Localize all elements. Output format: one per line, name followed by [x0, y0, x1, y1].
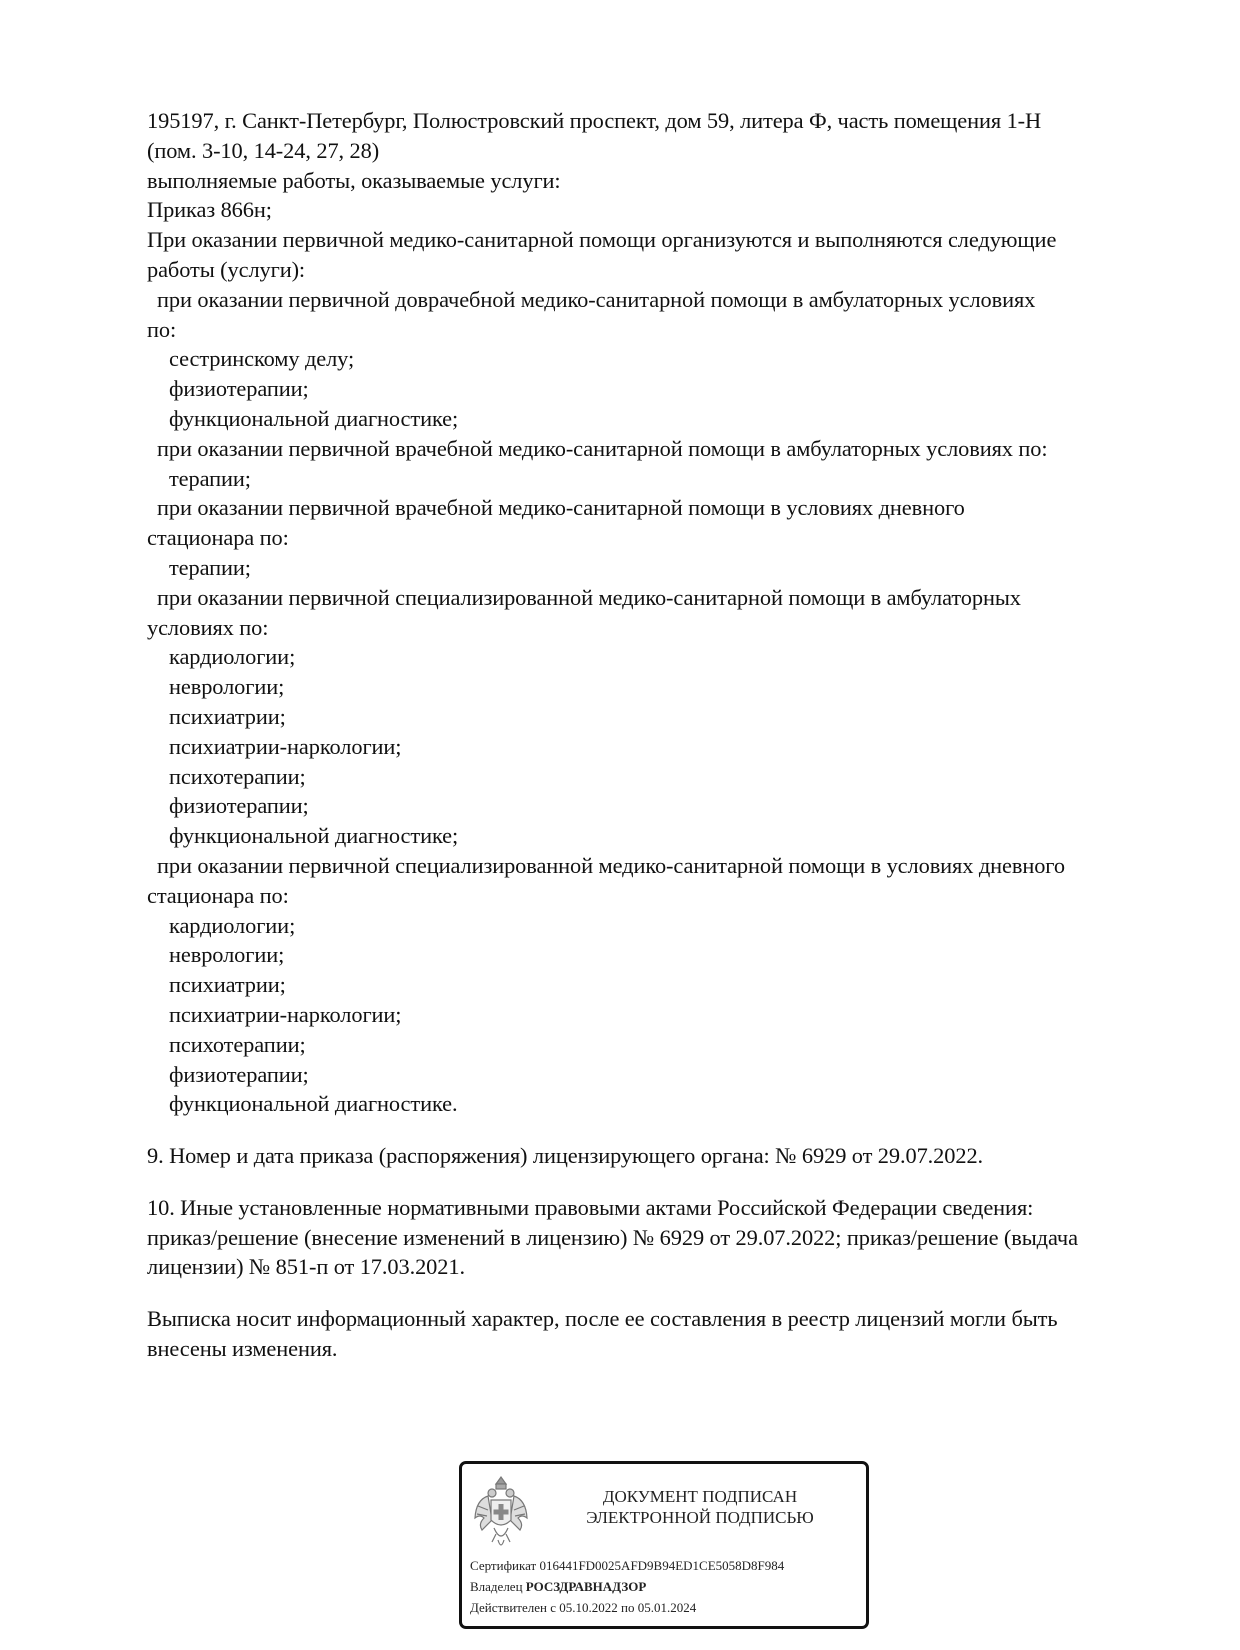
list-item: кардиологии;	[169, 912, 296, 938]
validity-value: с 05.10.2022 по 05.01.2024	[550, 1600, 697, 1615]
stamp-info	[470, 1555, 784, 1618]
list-item: кардиологии;	[169, 644, 296, 670]
owner-row	[470, 1576, 784, 1597]
address-line-2: (пом. 3-10, 14-24, 27, 28)	[147, 137, 380, 163]
item-10-line: 10. Иные установленные нормативными правовыми актами Российской Федерации сведения:	[147, 1194, 1034, 1220]
section-heading-cont: стационара по:	[147, 525, 289, 551]
certificate-value: 016441FD0025AFD9B94ED1CE5058D8F984	[539, 1558, 785, 1573]
section-heading: при оказании первичной доврачебной медико-санитарной помощи в амбулаторных условиях	[157, 286, 1036, 312]
owner-value: РОСЗДРАВНАДЗОР	[525, 1579, 647, 1594]
item-10-line: приказ/решение (внесение изменений в лицензию) № 6929 от 29.07.2022; приказ/решение (выдача	[147, 1224, 1078, 1250]
validity-label: Действителен	[470, 1600, 547, 1615]
list-item: психиатрии-наркологии;	[169, 1001, 402, 1027]
document-body	[147, 106, 1177, 1364]
works-label: выполняемые работы, оказываемые услуги:	[147, 167, 561, 193]
disclaimer-line: Выписка носит информационный характер, после ее составления в реестр лицензий могли быть	[147, 1306, 1058, 1332]
section-heading: при оказании первичной врачебной медико-санитарной помощи в амбулаторных условиях по:	[157, 435, 1048, 461]
item-10-line: лицензии) № 851-п от 17.03.2021.	[147, 1254, 465, 1280]
validity-row	[470, 1597, 784, 1618]
section-heading-cont: условиях по:	[147, 614, 269, 640]
list-item: психотерапии;	[169, 1031, 306, 1057]
section-heading-cont: по:	[147, 316, 177, 342]
address-line-1: 195197, г. Санкт-Петербург, Полюстровский проспект, дом 59, литера Ф, часть помещения 1-Н	[147, 108, 1042, 133]
list-item: неврологии;	[169, 942, 285, 968]
section-heading: при оказании первичной врачебной медико-санитарной помощи в условиях дневного	[157, 495, 965, 521]
intro-line-1: При оказании первичной медико-санитарной помощи организуются и выполняются следующие	[147, 227, 1057, 253]
certificate-row	[470, 1555, 784, 1576]
list-item: терапии;	[169, 465, 251, 491]
list-item: психиатрии;	[169, 703, 286, 729]
section-heading-cont: стационара по:	[147, 882, 289, 908]
intro-line-2: работы (услуги):	[147, 256, 306, 282]
list-item: психиатрии;	[169, 972, 286, 998]
list-item: физиотерапии;	[169, 1061, 309, 1087]
list-item: физиотерапии;	[169, 376, 309, 402]
stamp-title-line-2: ЭЛЕКТРОННОЙ ПОДПИСЬЮ	[586, 1508, 814, 1527]
list-item: физиотерапии;	[169, 793, 309, 819]
list-item: психотерапии;	[169, 763, 306, 789]
disclaimer-line: внесены изменения.	[147, 1336, 338, 1362]
stamp-title	[540, 1486, 860, 1528]
list-item: сестринскому делу;	[169, 346, 355, 372]
list-item: терапии;	[169, 554, 251, 580]
owner-label: Владелец	[470, 1579, 523, 1594]
section-heading: при оказании первичной специализированной медико-санитарной помощи в амбулаторных	[157, 584, 1021, 610]
list-item: неврологии;	[169, 674, 285, 700]
item-10-other-info	[147, 1193, 1177, 1282]
list-item: психиатрии-наркологии;	[169, 733, 402, 759]
list-item: функциональной диагностике;	[169, 823, 459, 849]
double-headed-eagle-emblem-icon	[472, 1474, 530, 1554]
certificate-label: Сертификат	[470, 1558, 537, 1573]
list-item: функциональной диагностике.	[169, 1091, 458, 1117]
disclaimer	[147, 1304, 1177, 1364]
item-9-order: 9. Номер и дата приказа (распоряжения) лицензирующего органа: № 6929 от 29.07.2022.	[147, 1143, 984, 1169]
section-heading: при оказании первичной специализированной медико-санитарной помощи в условиях дневного	[157, 852, 1065, 878]
electronic-signature-stamp	[459, 1461, 869, 1629]
list-item: функциональной диагностике;	[169, 405, 459, 431]
order-reference: Приказ 866н;	[147, 197, 272, 223]
stamp-title-line-1: ДОКУМЕНТ ПОДПИСАН	[602, 1487, 798, 1506]
